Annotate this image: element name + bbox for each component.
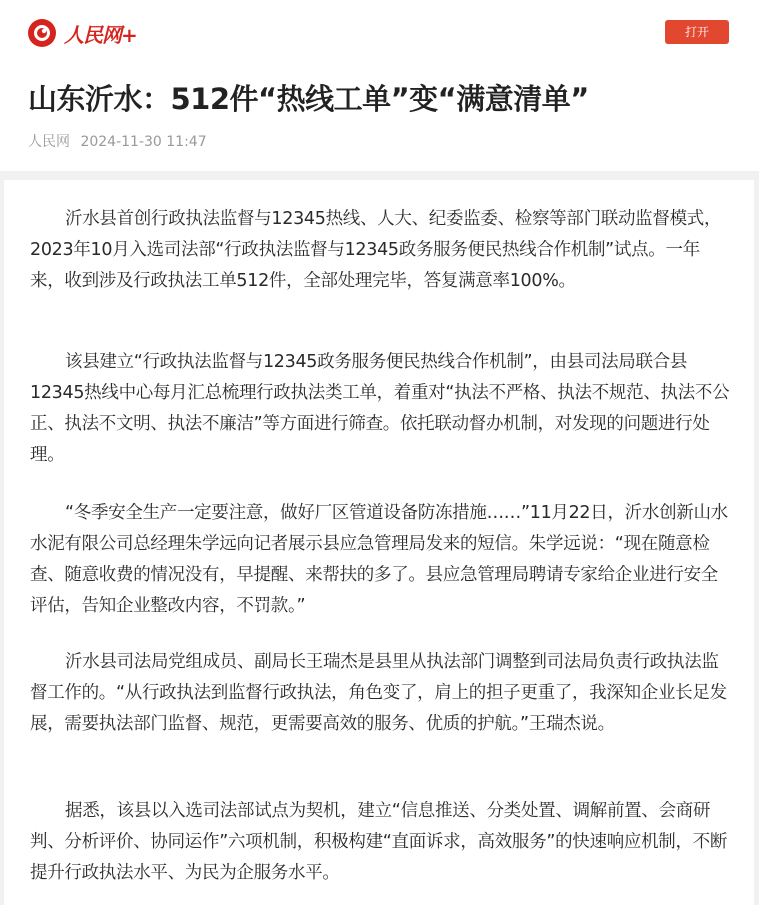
article-meta [28, 131, 207, 151]
article-source[interactable]: 人民网 [28, 134, 70, 150]
article-paragraph: 据悉，该县以入选司法部试点为契机，建立“信息推送、分类处置、调解前置、会商研判、分析评价、协同运作”六项机制，积极构建“直面诉求，高效服务”的快速响应机制，不断提升行政执法水平、为民为企服务水平。 [30, 801, 728, 883]
article-datetime: 2024-11-30 11:47 [80, 134, 207, 150]
logo-icon [28, 19, 56, 47]
logo[interactable] [28, 18, 137, 48]
article-paragraph: 该县建立“行政执法监督与12345政务服务便民热线合作机制”，由县司法局联合县12345热线中心每月汇总梳理行政执法类工单，着重对“执法不严格、执法不规范、执法不公正、执法不文明、执法不廉洁”等方面进行筛查。依托联动督办机制，对发现的问题进行处理。 [30, 352, 730, 465]
article-title: 山东沂水：512件“热线工单”变“满意清单” [28, 82, 589, 116]
header [0, 0, 759, 171]
article-paragraph: 沂水县首创行政执法监督与12345热线、人大、纪委监委、检察等部门联动监督模式，2023年10月入选司法部“行政执法监督与12345政务服务便民热线合作机制”试点。一年来，收到涉及行政执法工单512件，全部处理完毕，答复满意率100%。 [30, 209, 722, 291]
article-body [4, 180, 754, 905]
article-paragraph: “冬季安全生产一定要注意，做好厂区管道设备防冻措施……”11月22日，沂水创新山水水泥有限公司总经理朱学远向记者展示县应急管理局发来的短信。朱学远说：“现在随意检查、随意收费的情况没有，早提醒、来帮扶的多了。县应急管理局聘请专家给企业进行安全评估，告知企业整改内容，不罚款。” [30, 503, 728, 616]
article-paragraph: 沂水县司法局党组成员、副局长王瑞杰是县里从执法部门调整到司法局负责行政执法监督工作的。“从行政执法到监督行政执法，角色变了，肩上的担子更重了，我深知企业长足发展，需要执法部门监督、规范，更需要高效的服务、优质的护航。”王瑞杰说。 [30, 652, 727, 734]
open-app-button[interactable]: 打开 [665, 20, 729, 44]
logo-text: 人民网+ [64, 22, 137, 47]
